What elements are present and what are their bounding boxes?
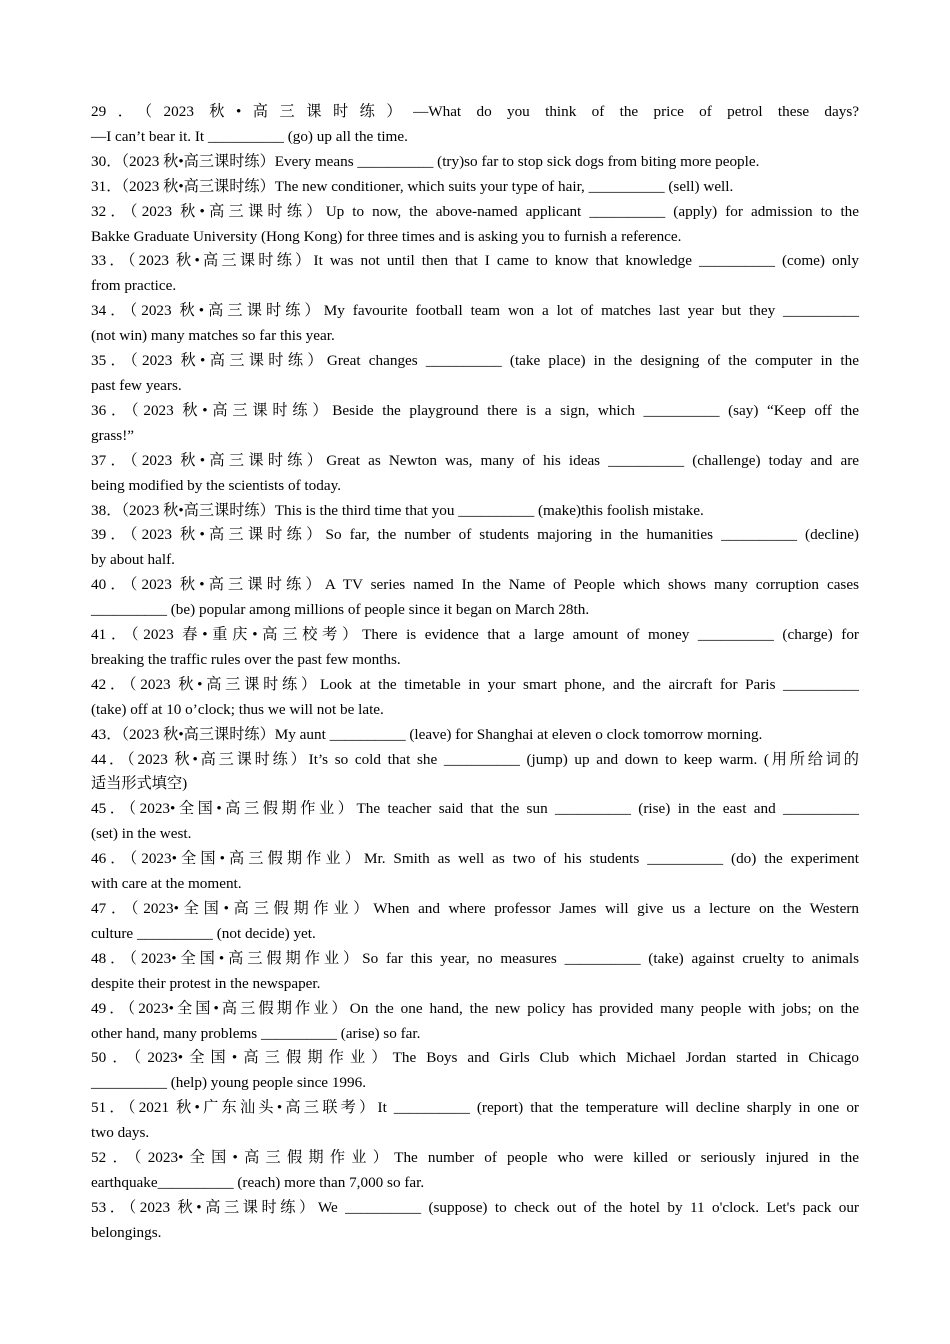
question-item	[91, 748, 859, 798]
question-text-line: 39．（2023 秋•高三课时练）So far, the number of students majoring in the humanities __________ (decline)	[91, 526, 859, 544]
question-item	[91, 673, 859, 723]
question-text-line: 36．（2023 秋•高三课时练）Beside the playground there is a sign, which __________ (say) “Keep off the	[91, 401, 859, 419]
question-text-line: other hand, many problems __________ (arise) so far.	[91, 1024, 421, 1042]
question-text-line: belongings.	[91, 1223, 162, 1241]
question-item	[91, 449, 859, 499]
question-list	[91, 100, 859, 1246]
question-text-line: (take) off at 10 o’clock; thus we will not be late.	[91, 700, 384, 718]
question-text-line: (not win) many matches so far this year.	[91, 327, 335, 345]
question-text-line: 40．（2023 秋•高三课时练）A TV series named In the Name of People which shows many corruption cases	[91, 576, 859, 594]
question-item	[91, 1046, 859, 1096]
question-text-line: 50．（2023•全国•高三假期作业）The Boys and Girls Club which Michael Jordan started in Chicago	[91, 1049, 859, 1067]
question-item	[91, 797, 859, 847]
question-item	[91, 1096, 859, 1146]
question-text-line: 34．（2023 秋•高三课时练）My favourite football team won a lot of matches last year but they __________	[91, 302, 859, 320]
question-text-line: 52．（2023•全国•高三假期作业）The number of people who were killed or seriously injured in the	[91, 1149, 859, 1167]
question-text-line: 41．（2023 春•重庆•高三校考）There is evidence that a large amount of money __________ (charge) for	[91, 626, 859, 644]
question-item	[91, 847, 859, 897]
question-text-line: 42．（2023 秋•高三课时练）Look at the timetable in your smart phone, and the aircraft for Paris __________	[91, 675, 859, 693]
question-text-line: 49．（2023•全国•高三假期作业）On the one hand, the new policy has provided many people with jobs; on the	[91, 999, 859, 1017]
question-text-line: 53．（2023 秋•高三课时练）We __________ (suppose) to check out of the hotel by 11 o'clock. Let's pack our	[91, 1198, 859, 1216]
question-text-line: 33．（2023 秋•高三课时练）It was not until then that I came to know that knowledge __________ (come) only	[91, 252, 859, 270]
question-text-line: 32．（2023 秋•高三课时练）Up to now, the above-named applicant __________ (apply) for admission to the	[91, 202, 859, 220]
question-text-line: —I can’t bear it. It __________ (go) up all the time.	[91, 127, 408, 145]
question-item	[91, 623, 859, 673]
question-item	[91, 100, 859, 150]
question-item	[91, 399, 859, 449]
question-text-line: being modified by the scientists of today.	[91, 476, 341, 494]
question-item	[91, 997, 859, 1047]
question-item	[91, 1196, 859, 1246]
question-item	[91, 1146, 859, 1196]
question-item	[91, 573, 859, 623]
question-item	[91, 175, 859, 200]
question-text-line: 51．（2021 秋•广东汕头•高三联考）It __________ (report) that the temperature will decline sharply in one or	[91, 1099, 859, 1117]
question-item	[91, 299, 859, 349]
question-text-line: with care at the moment.	[91, 875, 242, 893]
question-text-line: past few years.	[91, 376, 182, 394]
question-item	[91, 499, 859, 524]
question-text-line: 43．（2023 秋•高三课时练）My aunt __________ (leave) for Shanghai at eleven o clock tomorrow morning.	[91, 725, 763, 743]
question-text-line: 48．（2023•全国•高三假期作业）So far this year, no measures __________ (take) against cruelty to animals	[91, 949, 859, 967]
question-item	[91, 723, 859, 748]
question-item	[91, 523, 859, 573]
question-text-line: 45．（2023•全国•高三假期作业）The teacher said that the sun __________ (rise) in the east and __________	[91, 800, 859, 818]
question-text-line: grass!”	[91, 426, 135, 444]
question-text-line: 37．（2023 秋•高三课时练）Great as Newton was, many of his ideas __________ (challenge) today and are	[91, 451, 859, 469]
question-text-line: __________ (be) popular among millions of people since it began on March 28th.	[91, 601, 590, 619]
question-text-line: 46．（2023•全国•高三假期作业）Mr. Smith as well as two of his students __________ (do) the experiment	[91, 850, 859, 868]
question-text-line: by about half.	[91, 551, 175, 569]
question-item	[91, 947, 859, 997]
question-text-line: 44．（2023 秋•高三课时练）It’s so cold that she __________ (jump) up and down to keep warm. (用所给词的	[91, 750, 859, 768]
question-text-line: despite their protest in the newspaper.	[91, 974, 321, 992]
question-text-line: 29．（2023 秋•高三课时练）—What do you think of the price of petrol these days?	[91, 103, 859, 120]
question-item	[91, 249, 859, 299]
question-text-line: two days.	[91, 1124, 150, 1142]
question-text-line: 35．（2023 秋•高三课时练）Great changes __________ (take place) in the designing of the computer in the	[91, 352, 859, 370]
question-text-line: culture __________ (not decide) yet.	[91, 924, 316, 942]
question-text-line: 31．（2023 秋•高三课时练）The new conditioner, which suits your type of hair, __________ (sell) well.	[91, 177, 734, 195]
question-text-line: earthquake__________ (reach) more than 7,000 so far.	[91, 1173, 425, 1191]
question-item	[91, 200, 859, 250]
question-text-line: __________ (help) young people since 1996.	[91, 1074, 367, 1092]
question-item	[91, 897, 859, 947]
question-text-line: Bakke Graduate University (Hong Kong) for three times and is asking you to furnish a reference.	[91, 227, 682, 245]
question-text-line: 47．（2023•全国•高三假期作业）When and where professor James will give us a lecture on the Western	[91, 900, 859, 917]
question-text-line: (set) in the west.	[91, 825, 192, 843]
question-text-line: 适当形式填空)	[91, 775, 188, 793]
question-item	[91, 150, 859, 175]
question-text-line: from practice.	[91, 277, 177, 295]
question-text-line: 30．（2023 秋•高三课时练）Every means __________ (try)so far to stop sick dogs from biting more people.	[91, 152, 760, 170]
question-item	[91, 349, 859, 399]
question-text-line: breaking the traffic rules over the past few months.	[91, 650, 401, 668]
question-text-line: 38．（2023 秋•高三课时练）This is the third time that you __________ (make)this foolish mistake.	[91, 501, 704, 519]
